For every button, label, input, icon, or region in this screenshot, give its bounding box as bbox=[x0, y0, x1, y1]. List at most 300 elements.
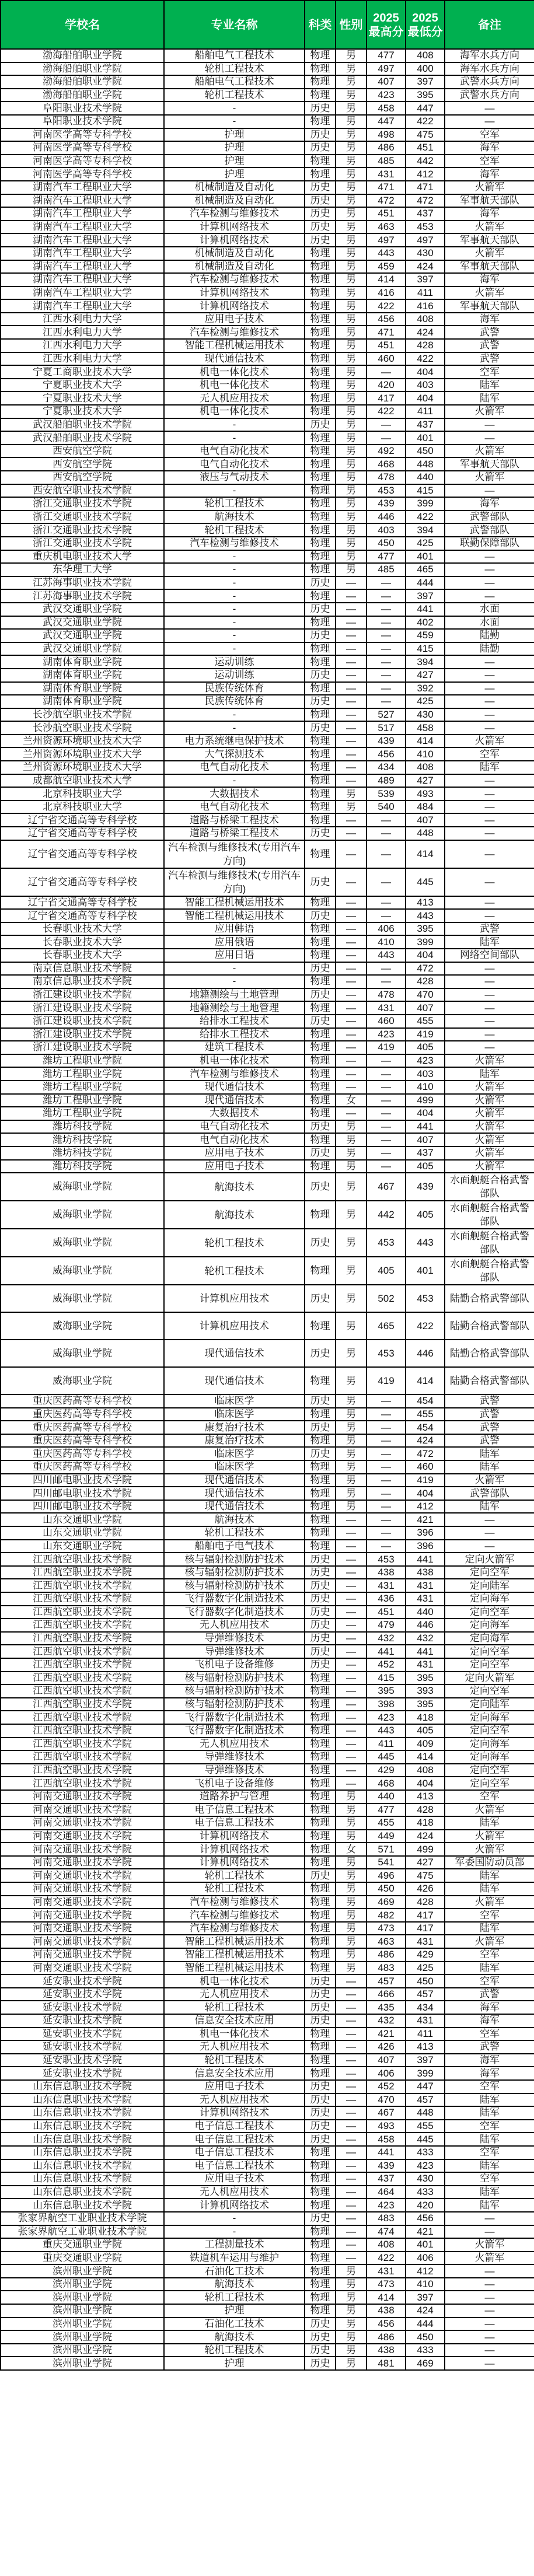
cell-note: — bbox=[445, 909, 534, 922]
cell-gender: — bbox=[336, 2146, 367, 2159]
cell-school: 西安航空学院 bbox=[1, 471, 164, 484]
cell-major: 轮机工程技术 bbox=[164, 523, 305, 537]
cell-min-score: 407 bbox=[406, 1001, 445, 1015]
table-row bbox=[1, 1201, 534, 1229]
cell-max-score: 450 bbox=[367, 537, 406, 550]
cell-gender: — bbox=[336, 1001, 367, 1015]
cell-category: 历史 bbox=[305, 1606, 336, 1619]
cell-note: 空军 bbox=[445, 1909, 534, 1922]
cell-major: 应用日语 bbox=[164, 949, 305, 962]
cell-min-score: 404 bbox=[406, 365, 445, 379]
cell-min-score: 427 bbox=[406, 1856, 445, 1869]
cell-note: — bbox=[445, 682, 534, 695]
table-row bbox=[1, 708, 534, 722]
cell-note: 陆军 bbox=[445, 2159, 534, 2173]
table-row bbox=[1, 1015, 534, 1028]
cell-category: 物理 bbox=[305, 1882, 336, 1896]
cell-min-score: 493 bbox=[406, 787, 445, 801]
cell-min-score: 397 bbox=[406, 273, 445, 286]
cell-min-score: 428 bbox=[406, 975, 445, 988]
cell-min-score: 412 bbox=[406, 1500, 445, 1514]
cell-note: 火箭军 bbox=[445, 286, 534, 300]
cell-max-score: 459 bbox=[367, 260, 406, 274]
cell-major: 航海技术 bbox=[164, 2278, 305, 2291]
cell-category: 物理 bbox=[305, 1790, 336, 1803]
cell-min-score: 460 bbox=[406, 1460, 445, 1474]
cell-major: 应用电子技术 bbox=[164, 2172, 305, 2186]
cell-major: 机电一体化技术 bbox=[164, 1054, 305, 1068]
table-row bbox=[1, 2106, 534, 2120]
cell-note: 空军 bbox=[445, 747, 534, 761]
cell-school: 渤海船舶职业学院 bbox=[1, 89, 164, 102]
cell-note: 定向空军 bbox=[445, 1645, 534, 1658]
cell-school: 潍坊工程职业学院 bbox=[1, 1081, 164, 1094]
cell-school: 河南交通职业技术学院 bbox=[1, 1935, 164, 1948]
cell-note: 火箭军 bbox=[445, 1120, 534, 1134]
table-row bbox=[1, 787, 534, 801]
cell-max-score: — bbox=[367, 1120, 406, 1134]
cell-gender: — bbox=[336, 909, 367, 922]
cell-category: 历史 bbox=[305, 207, 336, 221]
cell-category: 历史 bbox=[305, 141, 336, 155]
cell-note: 海军 bbox=[445, 2054, 534, 2067]
cell-note: — bbox=[445, 2304, 534, 2318]
cell-max-score: 477 bbox=[367, 49, 406, 62]
cell-school: 长春职业技术大学 bbox=[1, 935, 164, 949]
cell-max-score: — bbox=[367, 1394, 406, 1408]
cell-min-score: 441 bbox=[406, 1553, 445, 1566]
cell-gender: — bbox=[336, 655, 367, 669]
cell-school: 湖南汽车工程职业大学 bbox=[1, 181, 164, 194]
cell-note: — bbox=[445, 2344, 534, 2357]
cell-min-score: 469 bbox=[406, 2357, 445, 2370]
cell-category: 物理 bbox=[305, 1896, 336, 1909]
cell-max-score: — bbox=[367, 1447, 406, 1460]
table-row bbox=[1, 2159, 534, 2173]
cell-max-score: 398 bbox=[367, 1698, 406, 1711]
cell-max-score: 485 bbox=[367, 155, 406, 168]
cell-category: 物理 bbox=[305, 1367, 336, 1394]
cell-note: 联勤保障部队 bbox=[445, 537, 534, 550]
cell-max-score: 464 bbox=[367, 2186, 406, 2199]
cell-school: 宁夏工商职业技术大学 bbox=[1, 365, 164, 379]
cell-category: 物理 bbox=[305, 2238, 336, 2252]
cell-gender: 男 bbox=[336, 511, 367, 524]
cell-note: — bbox=[445, 774, 534, 788]
cell-school: 滨州职业学院 bbox=[1, 2330, 164, 2344]
cell-major: 计算机网络技术 bbox=[164, 1856, 305, 1869]
cell-gender: — bbox=[336, 1028, 367, 1041]
cell-min-score: 440 bbox=[406, 471, 445, 484]
cell-max-score: 478 bbox=[367, 988, 406, 1002]
cell-min-score: 407 bbox=[406, 813, 445, 827]
cell-min-score: 410 bbox=[406, 747, 445, 761]
cell-gender: 男 bbox=[336, 2357, 367, 2370]
cell-min-score: 413 bbox=[406, 2040, 445, 2054]
cell-min-score: 407 bbox=[406, 1133, 445, 1147]
cell-major: 无人机应用技术 bbox=[164, 1738, 305, 1751]
cell-category: 物理 bbox=[305, 247, 336, 260]
cell-note: — bbox=[445, 708, 534, 722]
cell-min-score: 413 bbox=[406, 896, 445, 910]
cell-gender: 男 bbox=[336, 2318, 367, 2331]
cell-min-score: 443 bbox=[406, 1229, 445, 1257]
cell-category: 物理 bbox=[305, 1962, 336, 1975]
cell-max-score: — bbox=[367, 589, 406, 603]
cell-max-score: 438 bbox=[367, 1566, 406, 1579]
cell-note: 武警 bbox=[445, 2040, 534, 2054]
cell-gender: — bbox=[336, 1054, 367, 1068]
cell-school: 滨州职业学院 bbox=[1, 2318, 164, 2331]
cell-category: 历史 bbox=[305, 1120, 336, 1134]
cell-school: 河南医学高等专科学校 bbox=[1, 167, 164, 181]
cell-major: 计算机网络技术 bbox=[164, 221, 305, 234]
cell-major: 汽车检测与维修技术 bbox=[164, 1067, 305, 1081]
cell-category: 物理 bbox=[305, 2264, 336, 2278]
cell-gender: 男 bbox=[336, 221, 367, 234]
cell-major: 机械制造及自动化 bbox=[164, 194, 305, 208]
cell-gender: — bbox=[336, 1645, 367, 1658]
cell-max-score: — bbox=[367, 1107, 406, 1120]
cell-min-score: 401 bbox=[406, 431, 445, 445]
cell-min-score: 404 bbox=[406, 1487, 445, 1500]
header-min-label: 最低分 bbox=[407, 25, 443, 39]
cell-min-score: 425 bbox=[406, 695, 445, 708]
cell-major: 核与辐射检测防护技术 bbox=[164, 1553, 305, 1566]
cell-school: 延安职业技术学院 bbox=[1, 2028, 164, 2041]
cell-note: 火箭军 bbox=[445, 1935, 534, 1948]
cell-category: 物理 bbox=[305, 392, 336, 405]
cell-school: 阜阳职业技术学院 bbox=[1, 115, 164, 128]
table-row bbox=[1, 2028, 534, 2041]
cell-category: 历史 bbox=[305, 1447, 336, 1460]
table-row bbox=[1, 2120, 534, 2133]
cell-max-score: 451 bbox=[367, 339, 406, 352]
cell-major: 无人机应用技术 bbox=[164, 2186, 305, 2199]
cell-max-score: 477 bbox=[367, 550, 406, 564]
cell-category: 物理 bbox=[305, 2028, 336, 2041]
cell-gender: — bbox=[336, 721, 367, 735]
cell-major: 护理 bbox=[164, 128, 305, 142]
cell-min-score: 422 bbox=[406, 511, 445, 524]
cell-school: 江西航空职业技术学院 bbox=[1, 1698, 164, 1711]
cell-note: 定向空军 bbox=[445, 1606, 534, 1619]
table-row bbox=[1, 115, 534, 128]
cell-note: — bbox=[445, 550, 534, 564]
cell-note: — bbox=[445, 2318, 534, 2331]
table-row bbox=[1, 1028, 534, 1041]
cell-school: 重庆医药高等专科学校 bbox=[1, 1421, 164, 1434]
cell-category: 历史 bbox=[305, 233, 336, 247]
cell-note: 定向海军 bbox=[445, 1619, 534, 1632]
table-row bbox=[1, 1001, 534, 1015]
cell-note: — bbox=[445, 1001, 534, 1015]
cell-note: 火箭军 bbox=[445, 1133, 534, 1147]
cell-gender: 男 bbox=[336, 1408, 367, 1421]
cell-major: 导弹维修技术 bbox=[164, 1750, 305, 1764]
table-row bbox=[1, 1830, 534, 1843]
cell-major: 运动训练 bbox=[164, 669, 305, 682]
cell-max-score: — bbox=[367, 1434, 406, 1448]
cell-note: — bbox=[445, 2212, 534, 2225]
cell-category: 历史 bbox=[305, 909, 336, 922]
cell-category: 物理 bbox=[305, 523, 336, 537]
cell-category: 物理 bbox=[305, 1460, 336, 1474]
cell-max-score: 432 bbox=[367, 2014, 406, 2028]
cell-max-score: 403 bbox=[367, 523, 406, 537]
cell-category: 历史 bbox=[305, 629, 336, 642]
cell-category: 历史 bbox=[305, 1229, 336, 1257]
cell-min-score: 431 bbox=[406, 1579, 445, 1592]
cell-school: 山东信息职业技术学院 bbox=[1, 2198, 164, 2212]
cell-max-score: 453 bbox=[367, 484, 406, 498]
cell-note: 火箭军 bbox=[445, 1107, 534, 1120]
cell-note: 军事航天部队 bbox=[445, 299, 534, 313]
cell-gender: — bbox=[336, 1698, 367, 1711]
cell-gender: 男 bbox=[336, 1790, 367, 1803]
table-row bbox=[1, 1094, 534, 1107]
cell-category: 物理 bbox=[305, 273, 336, 286]
cell-gender: 男 bbox=[336, 1421, 367, 1434]
cell-gender: — bbox=[336, 935, 367, 949]
cell-note: — bbox=[445, 988, 534, 1002]
cell-note: 海军水兵方向 bbox=[445, 49, 534, 62]
cell-school: 兰州资源环境职业技术大学 bbox=[1, 735, 164, 748]
cell-min-score: 414 bbox=[406, 1750, 445, 1764]
cell-max-score: 463 bbox=[367, 1935, 406, 1948]
table-row bbox=[1, 975, 534, 988]
cell-category: 物理 bbox=[305, 445, 336, 458]
cell-school: 浙江交通职业技术学院 bbox=[1, 511, 164, 524]
cell-note: — bbox=[445, 1513, 534, 1526]
cell-note: — bbox=[445, 1041, 534, 1054]
cell-gender: 男 bbox=[336, 1160, 367, 1173]
cell-min-score: 455 bbox=[406, 2120, 445, 2133]
cell-category: 物理 bbox=[305, 1540, 336, 1553]
table-row bbox=[1, 1790, 534, 1803]
cell-school: 江西航空职业技术学院 bbox=[1, 1724, 164, 1738]
cell-gender: — bbox=[336, 682, 367, 695]
cell-gender: 男 bbox=[336, 155, 367, 168]
table-row bbox=[1, 1896, 534, 1909]
cell-major: 电子信息工程技术 bbox=[164, 1803, 305, 1817]
cell-min-score: 426 bbox=[406, 1882, 445, 1896]
cell-school: 张家界航空工业职业技术学院 bbox=[1, 2212, 164, 2225]
cell-major: 电子信息工程技术 bbox=[164, 2159, 305, 2173]
table-row bbox=[1, 392, 534, 405]
cell-gender: 男 bbox=[336, 1447, 367, 1460]
cell-note: — bbox=[445, 962, 534, 976]
cell-major: - bbox=[164, 642, 305, 656]
table-row bbox=[1, 445, 534, 458]
cell-note: 网络空间部队 bbox=[445, 949, 534, 962]
cell-gender: — bbox=[336, 922, 367, 936]
cell-school: 浙江交通职业技术学院 bbox=[1, 497, 164, 511]
cell-category: 物理 bbox=[305, 326, 336, 339]
cell-gender: 男 bbox=[336, 75, 367, 89]
cell-note: — bbox=[445, 484, 534, 498]
cell-major: 康复治疗技术 bbox=[164, 1421, 305, 1434]
table-row bbox=[1, 721, 534, 735]
cell-major: 电力系统继电保护技术 bbox=[164, 735, 305, 748]
table-row bbox=[1, 1724, 534, 1738]
cell-category: 物理 bbox=[305, 2291, 336, 2304]
cell-gender: — bbox=[336, 813, 367, 827]
table-row bbox=[1, 655, 534, 669]
cell-min-score: 408 bbox=[406, 313, 445, 326]
cell-category: 物理 bbox=[305, 1830, 336, 1843]
cell-max-score: 426 bbox=[367, 2040, 406, 2054]
cell-school: 滨州职业学院 bbox=[1, 2344, 164, 2357]
cell-major: 现代通信技术 bbox=[164, 1094, 305, 1107]
cell-school: 湖南汽车工程职业大学 bbox=[1, 207, 164, 221]
table-row bbox=[1, 1081, 534, 1094]
cell-note: 空军 bbox=[445, 365, 534, 379]
cell-note: 武警 bbox=[445, 1434, 534, 1448]
table-row bbox=[1, 576, 534, 590]
cell-note: 水面 bbox=[445, 603, 534, 616]
table-row bbox=[1, 1133, 534, 1147]
table-row bbox=[1, 1447, 534, 1460]
cell-min-score: 418 bbox=[406, 1711, 445, 1724]
cell-max-score: — bbox=[367, 813, 406, 827]
cell-note: 火箭军 bbox=[445, 1843, 534, 1856]
cell-gender: 男 bbox=[336, 352, 367, 366]
cell-category: 物理 bbox=[305, 537, 336, 550]
table-row bbox=[1, 1882, 534, 1896]
cell-category: 历史 bbox=[305, 128, 336, 142]
cell-note: 火箭军 bbox=[445, 247, 534, 260]
cell-school: 武汉交通职业学院 bbox=[1, 616, 164, 630]
table-row bbox=[1, 1312, 534, 1340]
cell-category: 历史 bbox=[305, 669, 336, 682]
table-row bbox=[1, 1948, 534, 1962]
cell-category: 物理 bbox=[305, 1001, 336, 1015]
cell-gender: 男 bbox=[336, 471, 367, 484]
cell-school: 长春职业技术大学 bbox=[1, 949, 164, 962]
cell-category: 历史 bbox=[305, 2344, 336, 2357]
cell-major: 应用电子技术 bbox=[164, 1147, 305, 1160]
cell-school: 武汉船舶职业技术学院 bbox=[1, 418, 164, 432]
cell-school: 浙江交通职业技术学院 bbox=[1, 523, 164, 537]
cell-max-score: — bbox=[367, 975, 406, 988]
cell-gender: 男 bbox=[336, 1869, 367, 1882]
cell-major: 液压与气动技术 bbox=[164, 471, 305, 484]
cell-major: 应用电子技术 bbox=[164, 1160, 305, 1173]
cell-category: 物理 bbox=[305, 431, 336, 445]
cell-school: 山东交通职业学院 bbox=[1, 1513, 164, 1526]
table-row bbox=[1, 1513, 534, 1526]
cell-gender: 女 bbox=[336, 1094, 367, 1107]
cell-min-score: 423 bbox=[406, 2159, 445, 2173]
cell-note: — bbox=[445, 787, 534, 801]
cell-major: 护理 bbox=[164, 167, 305, 181]
cell-major: 电气自动化技术 bbox=[164, 1133, 305, 1147]
cell-school: 南京信息职业技术学院 bbox=[1, 975, 164, 988]
cell-note: 陆军 bbox=[445, 2198, 534, 2212]
cell-gender: 男 bbox=[336, 1257, 367, 1285]
cell-note: 陆勤合格武警部队 bbox=[445, 1367, 534, 1394]
cell-gender: — bbox=[336, 735, 367, 748]
cell-major: 道路与桥梁工程技术 bbox=[164, 813, 305, 827]
cell-gender: — bbox=[336, 708, 367, 722]
cell-major: - bbox=[164, 616, 305, 630]
cell-school: 河南交通职业技术学院 bbox=[1, 1896, 164, 1909]
cell-category: 物理 bbox=[305, 286, 336, 300]
cell-note: — bbox=[445, 827, 534, 840]
cell-category: 物理 bbox=[305, 1081, 336, 1094]
cell-note: 定向海军 bbox=[445, 1632, 534, 1645]
cell-gender: — bbox=[336, 827, 367, 840]
cell-school: 湖南体育职业学院 bbox=[1, 695, 164, 708]
table-row bbox=[1, 1160, 534, 1173]
cell-gender: 男 bbox=[336, 563, 367, 576]
cell-min-score: 396 bbox=[406, 1540, 445, 1553]
cell-min-score: 446 bbox=[406, 1340, 445, 1367]
cell-school: 山东信息职业技术学院 bbox=[1, 2159, 164, 2173]
cell-gender: — bbox=[336, 669, 367, 682]
cell-min-score: 427 bbox=[406, 774, 445, 788]
cell-gender: 男 bbox=[336, 1487, 367, 1500]
cell-gender: — bbox=[336, 840, 367, 868]
cell-major: - bbox=[164, 115, 305, 128]
cell-major: 轮机工程技术 bbox=[164, 1882, 305, 1896]
cell-max-score: 483 bbox=[367, 1962, 406, 1975]
table-row bbox=[1, 1460, 534, 1474]
cell-category: 物理 bbox=[305, 1094, 336, 1107]
table-row bbox=[1, 1962, 534, 1975]
cell-min-score: 441 bbox=[406, 1120, 445, 1134]
cell-major: - bbox=[164, 629, 305, 642]
cell-gender: 男 bbox=[336, 1803, 367, 1817]
cell-max-score: 465 bbox=[367, 1312, 406, 1340]
cell-note: 陆军 bbox=[445, 379, 534, 392]
cell-note: 火箭军 bbox=[445, 405, 534, 418]
cell-gender: — bbox=[336, 1974, 367, 1988]
header-gender: 性别 bbox=[336, 1, 367, 49]
cell-max-score: 479 bbox=[367, 1619, 406, 1632]
cell-gender: — bbox=[336, 868, 367, 896]
cell-category: 物理 bbox=[305, 2172, 336, 2186]
cell-max-score: — bbox=[367, 840, 406, 868]
cell-gender: 男 bbox=[336, 1367, 367, 1394]
cell-min-score: 472 bbox=[406, 194, 445, 208]
cell-note: — bbox=[445, 589, 534, 603]
cell-gender: 男 bbox=[336, 431, 367, 445]
cell-min-score: 404 bbox=[406, 1107, 445, 1120]
table-row bbox=[1, 1711, 534, 1724]
cell-category: 物理 bbox=[305, 1487, 336, 1500]
cell-major: 轮机工程技术 bbox=[164, 1869, 305, 1882]
cell-gender: — bbox=[336, 2080, 367, 2093]
cell-gender: 男 bbox=[336, 1120, 367, 1134]
cell-min-score: 459 bbox=[406, 629, 445, 642]
cell-min-score: 421 bbox=[406, 1513, 445, 1526]
cell-gender: — bbox=[336, 988, 367, 1002]
cell-max-score: 422 bbox=[367, 405, 406, 418]
cell-category: 物理 bbox=[305, 2186, 336, 2199]
cell-gender: 男 bbox=[336, 1935, 367, 1948]
table-row bbox=[1, 299, 534, 313]
header-category: 科类 bbox=[305, 1, 336, 49]
cell-major: 民族传统体育 bbox=[164, 682, 305, 695]
table-row bbox=[1, 1935, 534, 1948]
cell-major: 电气自动化技术 bbox=[164, 457, 305, 471]
table-row bbox=[1, 1684, 534, 1698]
cell-major: 智能工程机械运用技术 bbox=[164, 909, 305, 922]
cell-major: 无人机应用技术 bbox=[164, 1988, 305, 2001]
cell-max-score: 541 bbox=[367, 1856, 406, 1869]
